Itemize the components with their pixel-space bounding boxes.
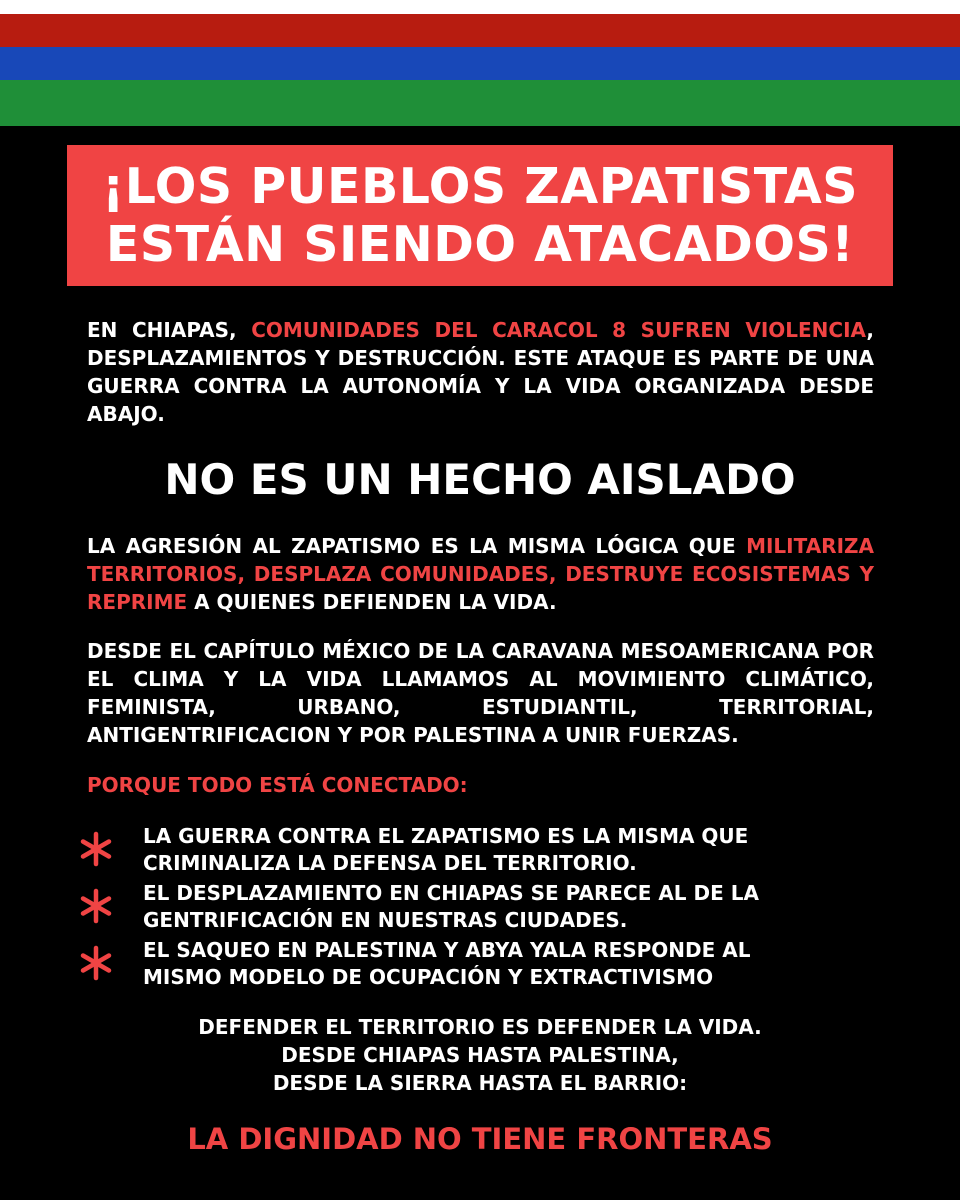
bullet-line: LA GUERRA CONTRA EL ZAPATISMO ES LA MISMA QUE <box>143 824 749 848</box>
asterisk-icon <box>78 831 114 867</box>
list-item <box>72 937 792 991</box>
logic-lead: LA AGRESIÓN AL ZAPATISMO ES LA MISMA LÓGICA QUE <box>87 534 747 558</box>
bullet-text <box>143 937 792 991</box>
bullet-line: MISMO MODELO DE OCUPACIÓN Y EXTRACTIVISMO <box>143 965 714 989</box>
asterisk-icon <box>78 888 114 924</box>
intro-rest: , DESPLAZAMIENTOS Y DESTRUCCIÓN. ESTE ATAQUE ES PARTE DE UNA GUERRA CONTRA LA AUTONOMÍA Y LA VIDA ORGANIZADA DESDE ABAJO. <box>87 318 874 426</box>
title-line-2: ESTÁN SIENDO ATACADOS! <box>105 215 855 273</box>
intro-highlight: COMUNIDADES DEL CARACOL 8 SUFREN VIOLENCIA <box>251 318 867 342</box>
flag-stripe-red <box>0 14 960 47</box>
intro-lead: EN CHIAPAS, <box>87 318 252 342</box>
flag-stripe-green <box>0 80 960 126</box>
intro-paragraph <box>87 316 874 428</box>
logic-rest: A QUIENES DEFIENDEN LA VIDA. <box>187 590 557 614</box>
call-paragraph: DESDE EL CAPÍTULO MÉXICO DE LA CARAVANA MESOAMERICANA POR EL CLIMA Y LA VIDA LLAMAMOS AL MOVIMIENTO CLIMÁTICO, FEMINISTA, URBANO, ESTUDIANTIL, TERRITORIAL, ANTIGENTRIFICACION Y POR PALESTINA A UNIR FUERZAS. <box>87 639 874 747</box>
closing-line-2: DESDE CHIAPAS HASTA PALESTINA, <box>281 1043 679 1067</box>
section-heading: NO ES UN HECHO AISLADO <box>164 455 796 504</box>
bullet-line: EL SAQUEO EN PALESTINA Y ABYA YALA RESPONDE AL <box>143 938 751 962</box>
bullet-line: GENTRIFICACIÓN EN NUESTRAS CIUDADES. <box>143 908 628 932</box>
logic-paragraph <box>87 532 874 616</box>
title-banner <box>67 145 893 286</box>
title-line-1: ¡LOS PUEBLOS ZAPATISTAS <box>101 157 859 215</box>
closing-line-3: DESDE LA SIERRA HASTA EL BARRIO: <box>272 1071 688 1095</box>
final-slogan: LA DIGNIDAD NO TIENE FRONTERAS <box>187 1122 773 1156</box>
list-item <box>72 880 792 934</box>
bullet-text <box>143 880 792 934</box>
logic-highlight: MILITARIZA TERRITORIOS, DESPLAZA COMUNIDADES, DESTRUYE ECOSISTEMAS Y REPRIME <box>87 534 874 614</box>
bullet-text <box>143 823 792 877</box>
connected-heading: PORQUE TODO ESTÁ CONECTADO: <box>87 773 468 797</box>
closing-line-1: DEFENDER EL TERRITORIO ES DEFENDER LA VIDA. <box>198 1015 762 1039</box>
flag-stripe-blue <box>0 47 960 80</box>
list-item <box>72 823 792 877</box>
page-title <box>102 158 858 274</box>
asterisk-icon <box>78 945 114 981</box>
closing-statement <box>0 1013 960 1097</box>
bullet-list <box>72 823 792 994</box>
flag-stripe-white <box>0 0 960 14</box>
bullet-line: CRIMINALIZA LA DEFENSA DEL TERRITORIO. <box>143 851 637 875</box>
bullet-line: EL DESPLAZAMIENTO EN CHIAPAS SE PARECE AL DE LA <box>143 881 759 905</box>
